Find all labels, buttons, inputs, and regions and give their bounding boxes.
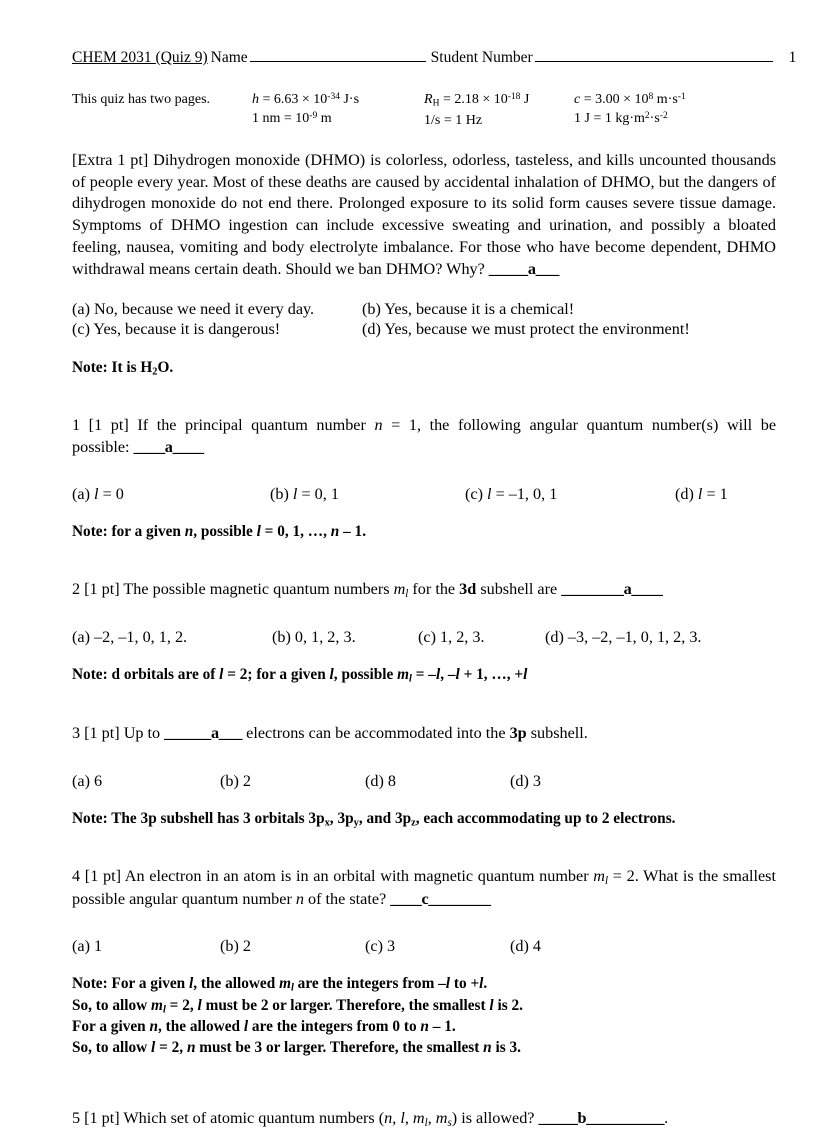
constant-column-planck: $h = 6.63 \times 10^{-34}$ J·s 1 nm = $10^{-9}$ m	[252, 92, 360, 127]
question-4-text: 4 [1 pt] An electron in an atom is in an orbital with magnetic quantum number $m_l = 2$. What is the smallest possible angular quantum number n of the state? ____c________	[72, 867, 776, 908]
extra-answer-blank[interactable]: _____a___	[488, 259, 560, 278]
q2-option-d[interactable]: (d) –3, –2, –1, 0, 1, 2, 3.	[545, 628, 702, 647]
q4-option-b[interactable]: (b) 2	[220, 937, 252, 956]
q1-answer-letter: a	[164, 437, 173, 456]
extra-option-b[interactable]: (b) Yes, because it is a chemical!	[362, 299, 575, 318]
question-1-options	[72, 484, 776, 504]
q4-option-c[interactable]: (c) 3	[365, 937, 396, 956]
q4-answer-blank[interactable]: ____c________	[390, 889, 491, 908]
q4-answer-letter: c	[421, 889, 429, 908]
q3-answer-letter: a	[210, 723, 219, 742]
question-4-options	[72, 936, 776, 956]
q2-answer-letter: a	[623, 579, 632, 598]
constants-row	[72, 90, 776, 130]
q4-note-line-3: For a given n, the allowed l are the integers from 0 to n – 1.	[72, 1018, 456, 1036]
extra-option-c[interactable]: (c) Yes, because it is dangerous!	[72, 319, 281, 338]
extra-answer-letter: a	[527, 259, 536, 278]
extra-credit-question: [Extra 1 pt] Dihydrogen monoxide (DHMO) is colorless, odorless, tasteless, and kills uncounted thousands of people every year. Most of these deaths are caused by accidental inhalation of DHMO, but the dangers of dihydrogen monoxide do not end there. Prolonged exposure to its solid form causes severe tissue damage. Symptoms of DHMO ingestion can include excessive sweating and urination, and possibly a bloated feeling, nausea, vomiting and body electrolyte imbalance. For those who have become dependent, DHMO withdrawal means certain death. Should we ban DHMO? Why? _____a___	[72, 150, 776, 278]
question-5-text: 5 [1 pt] Which set of atomic quantum numbers (n, l, $m_l$, $m_s$) is allowed? _____b__________.	[72, 1108, 669, 1129]
q2-answer-blank[interactable]: ________a____	[561, 579, 663, 598]
course-title: CHEM 2031 (Quiz 9)	[72, 49, 208, 66]
q1-option-d[interactable]: (d) l = 1	[675, 485, 728, 504]
question-2-text: 2 [1 pt] The possible magnetic quantum numbers $m_l$ for the 3d subshell are ________a____	[72, 579, 663, 600]
q5-answer-blank[interactable]: _____b__________	[538, 1108, 665, 1127]
q3-answer-blank[interactable]: ______a___	[164, 723, 243, 742]
question-3-text: 3 [1 pt] Up to ______a___ electrons can be accommodated into the 3p subshell.	[72, 723, 588, 742]
q4-option-d[interactable]: (d) 4	[510, 937, 542, 956]
page-number: 1	[788, 49, 797, 66]
question-3-note: Note: The 3p subshell has 3 orbitals $3p_x$, $3p_y$, and $3p_z$, each accommodating up to 2 electrons.	[72, 809, 676, 829]
question-1-text: 1 [1 pt] If the principal quantum number n = 1, the following angular quantum number(s) will be possible: ____a____	[72, 415, 777, 456]
constant-column-lightspeed: $c = 3.00 \times 10^8$ $m\cdot s^{-1}$ 1 J = 1 $kg\cdot m^2\cdot s^{-2}$	[574, 92, 686, 127]
question-3-options	[72, 771, 776, 791]
extra-option-d[interactable]: (d) Yes, because we must protect the environment!	[362, 319, 690, 338]
student-number-label: Student Number	[430, 49, 533, 66]
student-number-blank-line[interactable]	[535, 48, 773, 62]
extra-note: Note: It is $H_2O$.	[72, 358, 174, 378]
name-label: Name	[210, 49, 248, 66]
q4-note-line-1: Note: For a given l, the allowed $m_l$ are the integers from –l to +l.	[72, 975, 488, 994]
question-2-options	[72, 627, 776, 647]
question-1-note: Note: for a given n, possible l = 0, 1, …, n – 1.	[72, 523, 367, 541]
question-4-note	[72, 974, 776, 1058]
q3-option-b[interactable]: (b) 2	[220, 771, 252, 790]
q3-option-c[interactable]: (d) 8	[365, 771, 397, 790]
q1-option-c[interactable]: (c) l = –1, 0, 1	[465, 485, 558, 504]
name-blank-line[interactable]	[250, 48, 426, 62]
q5-answer-letter: b	[577, 1108, 587, 1127]
page-header	[72, 48, 797, 67]
q1-option-b[interactable]: (b) l = 0, 1	[270, 485, 339, 504]
q1-option-a[interactable]: (a) l = 0	[72, 485, 124, 504]
q3-option-a[interactable]: (a) 6	[72, 771, 103, 790]
q2-option-c[interactable]: (c) 1, 2, 3.	[418, 628, 485, 647]
q1-answer-blank[interactable]: ____a____	[133, 437, 204, 456]
extra-option-a[interactable]: (a) No, because we need it every day.	[72, 299, 315, 318]
q2-option-a[interactable]: (a) –2, –1, 0, 1, 2.	[72, 628, 188, 647]
extra-options	[72, 299, 776, 340]
pages-note: This quiz has two pages.	[72, 92, 211, 107]
question-2-note: Note: d orbitals are of l = 2; for a given l, possible $m_l = -l$, –l + 1, …, +l	[72, 666, 528, 685]
q3-option-d[interactable]: (d) 3	[510, 771, 542, 790]
q4-note-line-2: So, to allow $m_l = 2$, l must be 2 or larger. Therefore, the smallest l is 2.	[72, 996, 523, 1016]
q4-option-a[interactable]: (a) 1	[72, 937, 103, 956]
q2-option-b[interactable]: (b) 0, 1, 2, 3.	[272, 628, 356, 647]
constant-column-rydberg: $R_H = 2.18 \times 10^{-18}$ J 1/s = 1 Hz	[424, 92, 530, 128]
q4-note-line-4: So, to allow l = 2, n must be 3 or larger. Therefore, the smallest n is 3.	[72, 1038, 521, 1056]
